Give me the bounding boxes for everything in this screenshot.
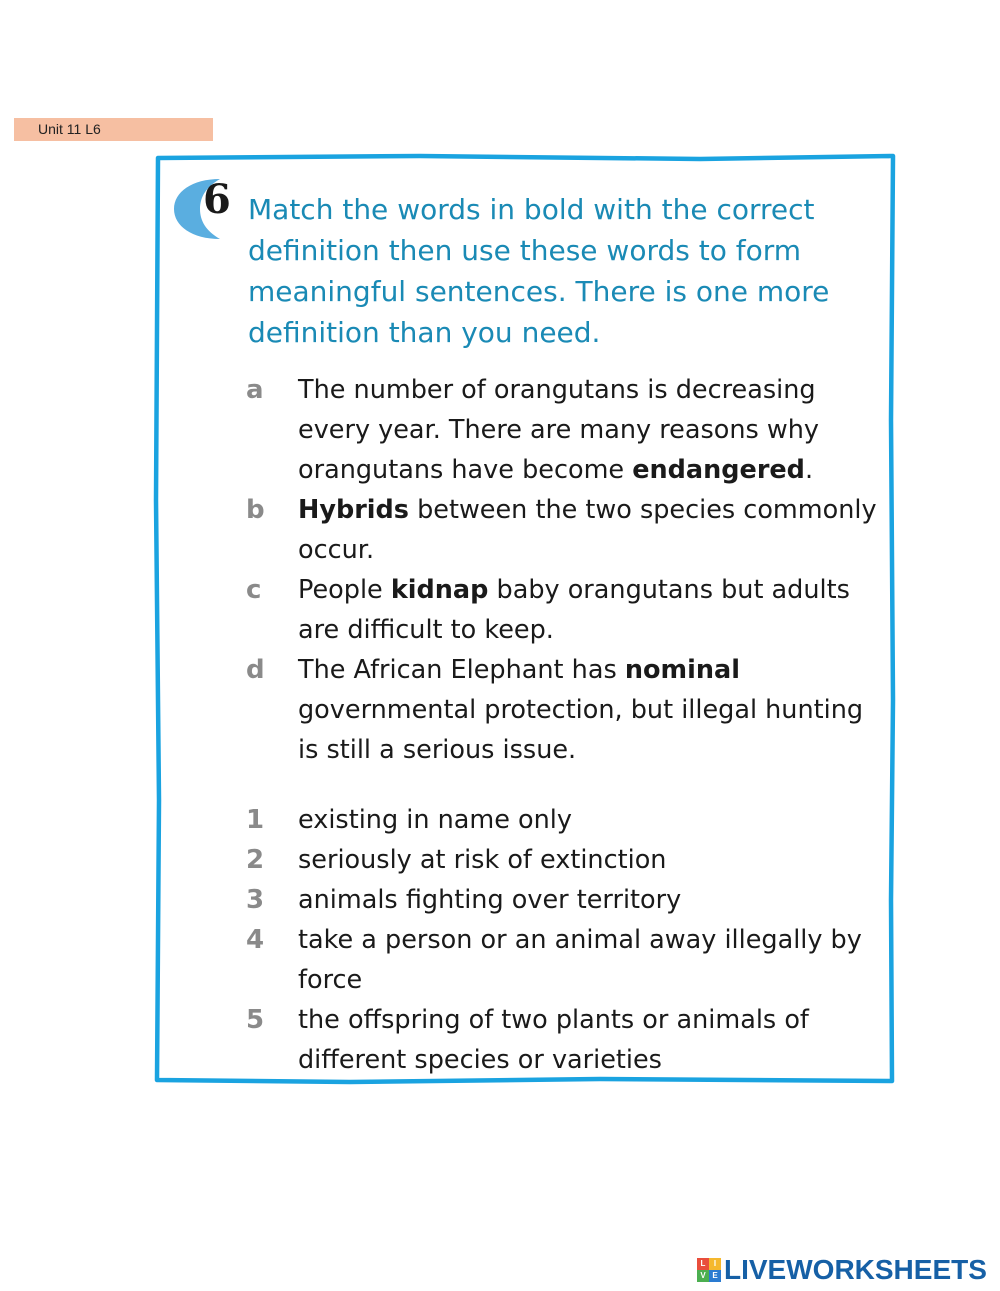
sentence-text: The African Elephant has nominal governmental protection, but illegal hunting is still a serious issue. — [298, 655, 864, 765]
definition-item — [246, 1000, 886, 1080]
bold-word: nominal — [624, 655, 740, 685]
definition-text: seriously at risk of extinction — [298, 845, 667, 875]
sentence-text: The number of orangutans is decreasing every year. There are many reasons why orangutans have become endangered. — [298, 375, 820, 485]
sentence-list — [246, 370, 886, 770]
unit-label: Unit 11 L6 — [14, 118, 213, 141]
definition-text: existing in name only — [298, 805, 572, 835]
definition-marker: 1 — [246, 805, 265, 835]
bold-word: endangered — [632, 455, 805, 485]
definition-item — [246, 920, 886, 1000]
definition-item — [246, 800, 886, 840]
definition-text: the offspring of two plants or animals of different species or varieties — [298, 1005, 809, 1075]
sentence-marker: b — [246, 495, 265, 525]
sentence-marker: c — [246, 575, 262, 605]
definition-list — [246, 800, 886, 1080]
definition-text: animals fighting over territory — [298, 885, 682, 915]
definition-marker: 3 — [246, 885, 265, 915]
liveworksheets-logo-icon: L I V E — [697, 1258, 721, 1282]
definition-marker: 5 — [246, 1005, 265, 1035]
sentence-marker: a — [246, 375, 264, 405]
sentence-text: People kidnap baby orangutans but adults are difficult to keep. — [298, 575, 850, 645]
sentence-item — [246, 650, 886, 770]
definition-item — [246, 840, 886, 880]
sentence-item — [246, 490, 886, 570]
definition-marker: 4 — [246, 925, 265, 955]
definition-text: take a person or an animal away illegally by force — [298, 925, 862, 995]
sentence-marker: d — [246, 655, 265, 685]
brand-name: LIVEWORKSHEETS — [724, 1254, 987, 1285]
exercise-number: 6 — [203, 176, 231, 223]
liveworksheets-brand[interactable] — [697, 1256, 987, 1284]
definition-marker: 2 — [246, 845, 265, 875]
exercise-instruction: Match the words in bold with the correct definition then use these words to form meaningful sentences. There is one more definition than you need. — [248, 193, 830, 349]
definition-item — [246, 880, 886, 920]
bold-word: Hybrids — [298, 495, 409, 525]
bold-word: kidnap — [390, 575, 489, 605]
sentence-text: Hybrids between the two species commonly occur. — [298, 495, 877, 565]
sentence-item — [246, 370, 886, 490]
sentence-item — [246, 570, 886, 650]
